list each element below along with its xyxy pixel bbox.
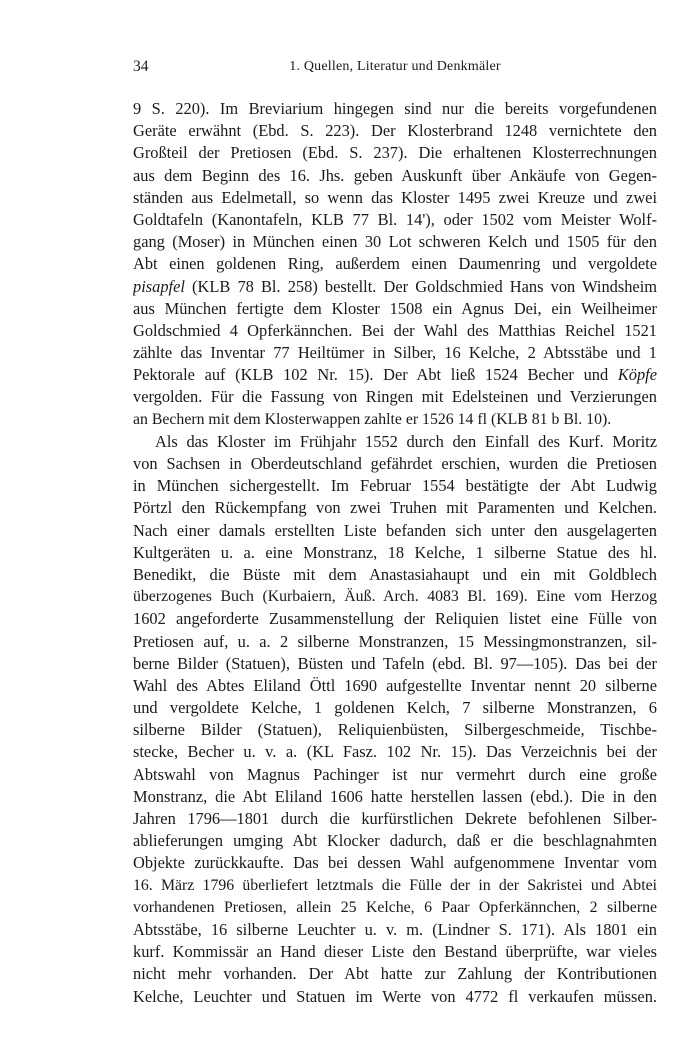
text-run: Pektorale auf (KLB 102 Nr. 15). Der Abt ließ 1524 Becher und <box>133 365 618 385</box>
text-line <box>133 608 657 630</box>
text-run: Pörtzl den Rückempfang von zwei Truhen mit Paramenten und Kelchen. <box>133 498 657 518</box>
running-head <box>133 58 657 80</box>
text-run: vergolden. Für die Fassung von Ringen mit Edelsteinen und Verzierungen <box>133 387 657 407</box>
text-run: überzogenes Buch (Kurbaiern, Äuß. Arch. 4083 Bl. 169). Eine vom Herzog <box>133 588 657 606</box>
text-run: Goldtafeln (Kanontafeln, KLB 77 Bl. 14'), oder 1502 vom Meister Wolf- <box>133 209 657 229</box>
text-line <box>133 542 657 564</box>
text-line <box>133 852 657 874</box>
text-run: Kelche, Leuchter und Statuen im Werte von 4772 fl verkaufen müssen. <box>133 986 657 1006</box>
text-run: zählte das Inventar 77 Heiltümer in Silber, 16 Kelche, 2 Abtsstäbe und 1 <box>133 343 657 363</box>
body-text <box>133 98 657 1008</box>
text-run: 1602 angeforderte Zusammenstellung der Reliquien listet eine Fülle von <box>133 609 657 629</box>
text-run: Wahl des Abtes Eliland Öttl 1690 aufgestellte Inventar nennt 20 silberne <box>133 675 657 695</box>
text-run: stecke, Becher u. v. a. (KL Fasz. 102 Nr. 15). Das Verzeichnis bei der <box>133 742 657 762</box>
text-line <box>133 586 657 608</box>
text-line <box>133 941 657 963</box>
text-line <box>133 298 657 320</box>
text-run: Goldschmied 4 Opferkännchen. Bei der Wahl des Matthias Reichel 1521 <box>133 320 657 340</box>
text-run: (KLB 78 Bl. 258) bestellt. Der Goldschmied Hans von Windsheim <box>184 276 657 296</box>
text-line <box>133 142 657 164</box>
text-run: gang (Moser) in München einen 30 Lot schweren Kelch und 1505 für den <box>133 232 657 252</box>
text-run: Abtsstäbe, 16 silberne Leuchter u. v. m. (Lindner S. 171). Als 1801 ein <box>133 919 657 939</box>
running-title: 1. Quellen, Literatur und Denkmäler <box>289 59 501 74</box>
text-line <box>133 165 657 187</box>
text-run: in München sichergestellt. Im Februar 1554 bestätigte der Abt Ludwig <box>133 476 657 496</box>
text-line <box>133 786 657 808</box>
text-run: silberne Bilder (Statuen), Reliquienbüsten, Silbergeschmeide, Tischbe- <box>133 720 657 740</box>
text-line <box>133 741 657 763</box>
text-run: ablieferungen umging Abt Klocker dadurch, daß er die beschlagnahmten <box>133 831 657 851</box>
text-line <box>133 453 657 475</box>
text-line <box>133 409 657 431</box>
text-run: Geräte erwähnt (Ebd. S. 223). Der Klosterbrand 1248 vernichtete den <box>133 121 657 141</box>
text-line <box>133 963 657 985</box>
italic-term: Köpfe <box>617 365 657 385</box>
italic-term: pisapfel <box>133 276 185 296</box>
text-line <box>133 364 657 386</box>
text-run: Nach einer damals erstellten Liste befanden sich unter den ausgelagerten <box>133 520 657 540</box>
text-run: vorhandenen Pretiosen, allein 25 Kelche, 6 Paar Opferkännchen, 2 silberne <box>133 898 657 916</box>
text-run: aus dem Beginn des 16. Jhs. geben Auskunft über Ankäufe von Gegen- <box>133 165 657 185</box>
text-line <box>133 919 657 941</box>
text-run: Benedikt, die Büste mit dem Anastasiahaupt und ein mit Goldblech <box>133 564 657 584</box>
text-line <box>133 719 657 741</box>
text-line <box>133 342 657 364</box>
text-run: Abtswahl von Magnus Pachinger ist nur vermehrt durch eine große <box>133 764 657 784</box>
text-line <box>133 675 657 697</box>
text-line <box>133 276 657 298</box>
text-run: aus München fertigte dem Kloster 1508 ein Agnus Dei, ein Weilheimer <box>133 298 657 318</box>
text-line <box>133 497 657 519</box>
text-line <box>133 764 657 786</box>
text-run: 16. März 1796 überliefert letztmals die Fülle der in der Sakristei und Abtei <box>133 876 657 894</box>
text-line <box>133 653 657 675</box>
text-line <box>133 120 657 142</box>
text-line <box>133 875 657 897</box>
text-line <box>133 631 657 653</box>
text-line <box>133 520 657 542</box>
text-line <box>133 209 657 231</box>
text-run: ständen aus Edelmetall, so wenn das Kloster 1495 zwei Kreuze und zwei <box>133 187 657 207</box>
text-run: nicht mehr vorhanden. Der Abt hatte zur Zahlung der Kontributionen <box>133 964 657 984</box>
text-run: 9 S. 220). Im Breviarium hingegen sind nur die bereits vorgefundenen <box>133 99 657 118</box>
text-run: und vergoldete Kelche, 1 goldenen Kelch, 7 silberne Monstranzen, 6 <box>133 698 657 718</box>
text-line <box>133 253 657 275</box>
text-run: Als das Kloster im Frühjahr 1552 durch den Einfall des Kurf. Moritz <box>155 431 657 451</box>
text-line <box>133 231 657 253</box>
text-run: von Sachsen in Oberdeutschland gefährdet erschien, wurden die Pretiosen <box>133 454 657 473</box>
text-line <box>133 697 657 719</box>
text-line <box>133 386 657 408</box>
text-line <box>133 564 657 586</box>
text-run: Objekte zurückkaufte. Das bei dessen Wahl aufgenommene Inventar vom <box>133 853 657 873</box>
text-line <box>133 475 657 497</box>
text-line <box>133 897 657 919</box>
text-run: Abt einen goldenen Ring, außerdem einen Daumenring und vergoldete <box>133 254 657 274</box>
text-run: Großteil der Pretiosen (Ebd. S. 237). Die erhaltenen Klosterrechnungen <box>133 143 657 163</box>
text-run: Pretiosen auf, u. a. 2 silberne Monstranzen, 15 Messingmonstranzen, sil- <box>133 631 657 651</box>
text-run: kurf. Kommissär an Hand dieser Liste den Bestand überprüfte, war vieles <box>133 942 657 962</box>
text-run: Monstranz, die Abt Eliland 1606 hatte herstellen lassen (ebd.). Die in den <box>133 786 657 806</box>
text-line <box>133 98 657 120</box>
text-line <box>133 830 657 852</box>
text-line <box>133 431 657 453</box>
text-run: Jahren 1796—1801 durch die kurfürstlichen Dekrete befohlenen Silber- <box>133 809 657 828</box>
page-number: 34 <box>133 58 149 75</box>
text-run: berne Bilder (Statuen), Büsten und Tafeln (ebd. Bl. 97—105). Das bei der <box>133 653 657 673</box>
text-run: an Bechern mit dem Klosterwappen zahlte er 1526 14 fl (KLB 81 b Bl. 10). <box>133 410 612 428</box>
text-line <box>133 320 657 342</box>
text-line <box>133 808 657 830</box>
text-run: Kultgeräten u. a. eine Monstranz, 18 Kelche, 1 silberne Statue des hl. <box>133 542 657 562</box>
text-line <box>133 187 657 209</box>
text-line <box>133 986 657 1008</box>
